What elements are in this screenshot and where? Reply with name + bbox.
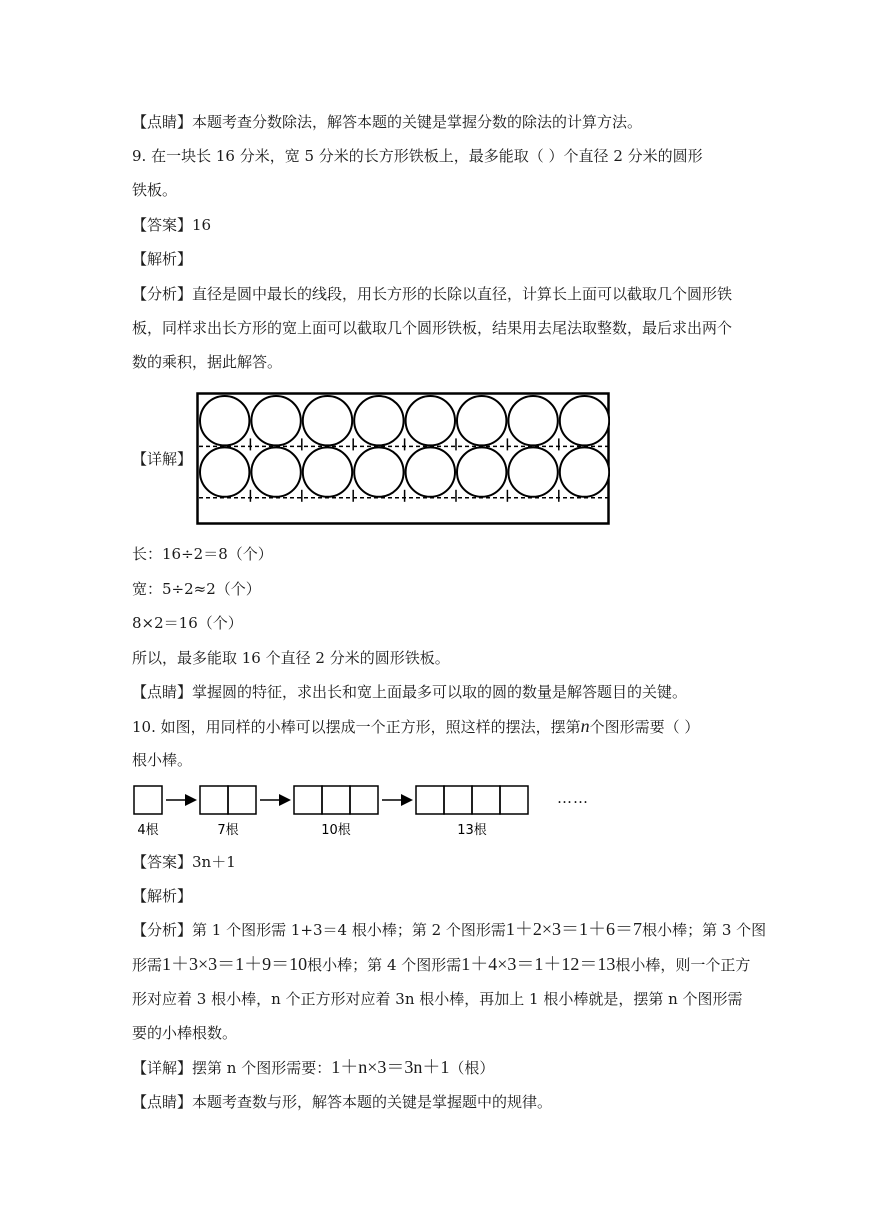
stick-shapes [134, 786, 528, 838]
q10-fenxi-text: 根小棒，则一个正方 [615, 956, 751, 974]
q9-dianjing: 【点睛】掌握圆的特征，求出长和宽上面最多可以取的圆的数量是解答题目的关键。 [132, 683, 688, 701]
stick-square [294, 786, 322, 814]
plate-circle [200, 447, 249, 496]
plate-circle [200, 396, 249, 445]
q10-dianjing: 【点睛】本题考查数与形，解答本题的关键是掌握题中的规律。 [132, 1093, 553, 1111]
q9-calc-length: 长：16÷2＝8（个） [132, 545, 273, 563]
plate-circle [354, 447, 403, 496]
q9-conclusion: 所以，最多能取 16 个直径 2 分米的圆形铁板。 [132, 649, 450, 667]
stick-square [228, 786, 256, 814]
plate-circle [560, 396, 609, 445]
plate-circle [457, 396, 506, 445]
q10-xiangjie-formula: 1＋n×3＝3n＋1 [331, 1057, 450, 1077]
stick-square [322, 786, 350, 814]
q9-xiangjie-label: 【详解】 [132, 450, 193, 468]
plate-circle [251, 396, 300, 445]
q10-xiangjie-unit: （根） [449, 1059, 495, 1077]
plate-circle [406, 447, 455, 496]
plate-circle [406, 396, 455, 445]
plate-circle [508, 396, 557, 445]
stick-square [200, 786, 228, 814]
plate-circle [457, 447, 506, 496]
q9-answer: 【答案】16 [132, 216, 212, 234]
stick-count-label: 7根 [217, 823, 239, 838]
q10-fenxi-text: 形需 [132, 956, 163, 974]
q10-answer: 【答案】3n＋1 [132, 853, 236, 871]
plate-circle [303, 396, 352, 445]
circle-plate-figure [196, 392, 610, 526]
plate-circle [508, 447, 557, 496]
stick-square [444, 786, 472, 814]
q10-fenxi-text: 【分析】第 1 个图形需 1+3＝4 根小棒；第 2 个图形需 [132, 921, 506, 939]
q10-xiangjie-text: 【详解】摆第 n 个图形需要： [132, 1059, 332, 1077]
q10-question-text-a: 10. 如图，用同样的小棒可以摆成一个正方形，照这样的摆法，摆第 [132, 718, 581, 736]
q10-jiexi: 【解析】 [132, 887, 193, 905]
q10-n-symbol: n [580, 716, 590, 736]
q10-fenxi-line3: 形对应着 3 根小棒，n 个正方形对应着 3n 根小棒，再加上 1 根小棒就是，摆第 n 个图形需 [132, 990, 743, 1008]
plate-circle [560, 447, 609, 496]
figure-ellipsis: …… [557, 789, 589, 807]
q10-formula: 1＋3×3＝1＋9＝10 [162, 954, 308, 974]
q10-question-line1 [132, 716, 699, 737]
q9-jiexi: 【解析】 [132, 250, 193, 268]
q10-fenxi-line1 [132, 919, 766, 940]
plate-circle [251, 447, 300, 496]
q10-fenxi-text: 根小棒；第 4 个图形需 [307, 956, 462, 974]
plate-circle [303, 447, 352, 496]
stick-square [472, 786, 500, 814]
q10-fenxi-line4: 要的小棒根数。 [132, 1024, 238, 1042]
q9-calc-width: 宽：5÷2≈2（个） [132, 580, 261, 598]
sticks-sequence-figure [132, 783, 542, 841]
q10-fenxi-text: 根小棒；第 3 个图 [642, 921, 767, 939]
q8-dianjing: 【点睛】本题考查分数除法，解答本题的关键是掌握分数的除法的计算方法。 [132, 113, 643, 131]
stick-count-label: 10根 [321, 823, 351, 838]
stick-count-label: 4根 [137, 823, 159, 838]
q9-question-line2: 铁板。 [132, 181, 178, 199]
stick-square [134, 786, 162, 814]
stick-square [416, 786, 444, 814]
plate-circle [354, 396, 403, 445]
q9-fenxi-line1: 【分析】直径是圆中最长的线段，用长方形的长除以直径，计算长上面可以截取几个圆形铁 [132, 285, 733, 303]
q10-xiangjie [132, 1057, 494, 1078]
stick-count-label: 13根 [457, 823, 487, 838]
stick-square [350, 786, 378, 814]
q10-fenxi-line2 [132, 954, 750, 975]
q9-question-line1: 9. 在一块长 16 分米，宽 5 分米的长方形铁板上，最多能取（ ）个直径 2 分米的圆形 [132, 147, 703, 165]
q9-fenxi-line2: 板，同样求出长方形的宽上面可以截取几个圆形铁板，结果用去尾法取整数，最后求出两个 [132, 319, 733, 337]
q10-formula: 1＋4×3＝1＋12＝13 [461, 954, 616, 974]
q9-fenxi-line3: 数的乘积，据此解答。 [132, 353, 283, 371]
stick-square [500, 786, 528, 814]
q9-calc-product: 8×2＝16（个） [132, 614, 243, 632]
q10-question-line2: 根小棒。 [132, 751, 193, 769]
q10-question-text-b: 个图形需要（ ） [589, 718, 700, 736]
q10-formula: 1＋2×3＝1＋6＝7 [505, 919, 643, 939]
